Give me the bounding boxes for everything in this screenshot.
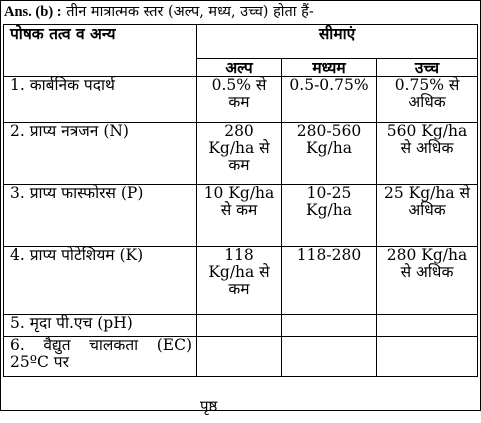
header-row: [4, 25, 478, 59]
medium-cell: [282, 315, 377, 337]
high-cell: [377, 337, 478, 377]
medium-cell: 10-25 Kg/ha: [282, 185, 377, 247]
low-cell: 10 Kg/ha से कम: [197, 185, 282, 247]
high-cell: 280 Kg/ha से अधिक: [377, 247, 478, 315]
medium-cell: [282, 337, 377, 377]
table-row: [4, 123, 478, 185]
high-cell: 560 Kg/ha से अधिक: [377, 123, 478, 185]
medium-cell: 118-280: [282, 247, 377, 315]
table-row: [4, 185, 478, 247]
high-cell: [377, 315, 478, 337]
table-row: [4, 337, 478, 377]
param-cell: 2. प्राप्य नत्रजन (N): [4, 123, 197, 185]
low-cell: 0.5% से कम: [197, 77, 282, 123]
cut-off-text: [200, 397, 320, 415]
low-cell: 280 Kg/ha से कम: [197, 123, 282, 185]
param-cell: 3. प्राप्य फास्फोरस (P): [4, 185, 197, 247]
param-cell: 1. कार्बनिक पदार्थ: [4, 77, 197, 123]
header-medium: मध्यम: [282, 59, 377, 77]
low-cell: [197, 337, 282, 377]
medium-cell: 0.5-0.75%: [282, 77, 377, 123]
header-limits: सीमाएं: [197, 25, 478, 59]
medium-cell: 280-560 Kg/ha: [282, 123, 377, 185]
low-cell: 118 Kg/ha से कम: [197, 247, 282, 315]
table-row: [4, 77, 478, 123]
high-cell: 25 Kg/ha से अधिक: [377, 185, 478, 247]
param-cell: 5. मृदा पी.एच (pH): [4, 315, 197, 337]
header-high: उच्च: [377, 59, 478, 77]
answer-label: Ans. (b) :: [4, 4, 62, 20]
low-cell: [197, 315, 282, 337]
answer-text: तीन मात्रात्मक स्तर (अल्प, मध्य, उच्च) होता हैं-: [66, 4, 314, 20]
table-row: [4, 247, 478, 315]
answer-line: [4, 2, 314, 22]
param-cell: 6. वैद्युत चालकता (EC) 25ºC पर: [4, 337, 197, 377]
param-cell: 4. प्राप्य पोटेशियम (K): [4, 247, 197, 315]
header-nutrient: पोषक तत्व व अन्य: [4, 25, 197, 77]
soil-limits-table: [3, 24, 478, 377]
table-row: [4, 315, 478, 337]
header-low: अल्प: [197, 59, 282, 77]
high-cell: 0.75% से अधिक: [377, 77, 478, 123]
cut-off-text-label: पृष्ठ: [200, 397, 218, 415]
